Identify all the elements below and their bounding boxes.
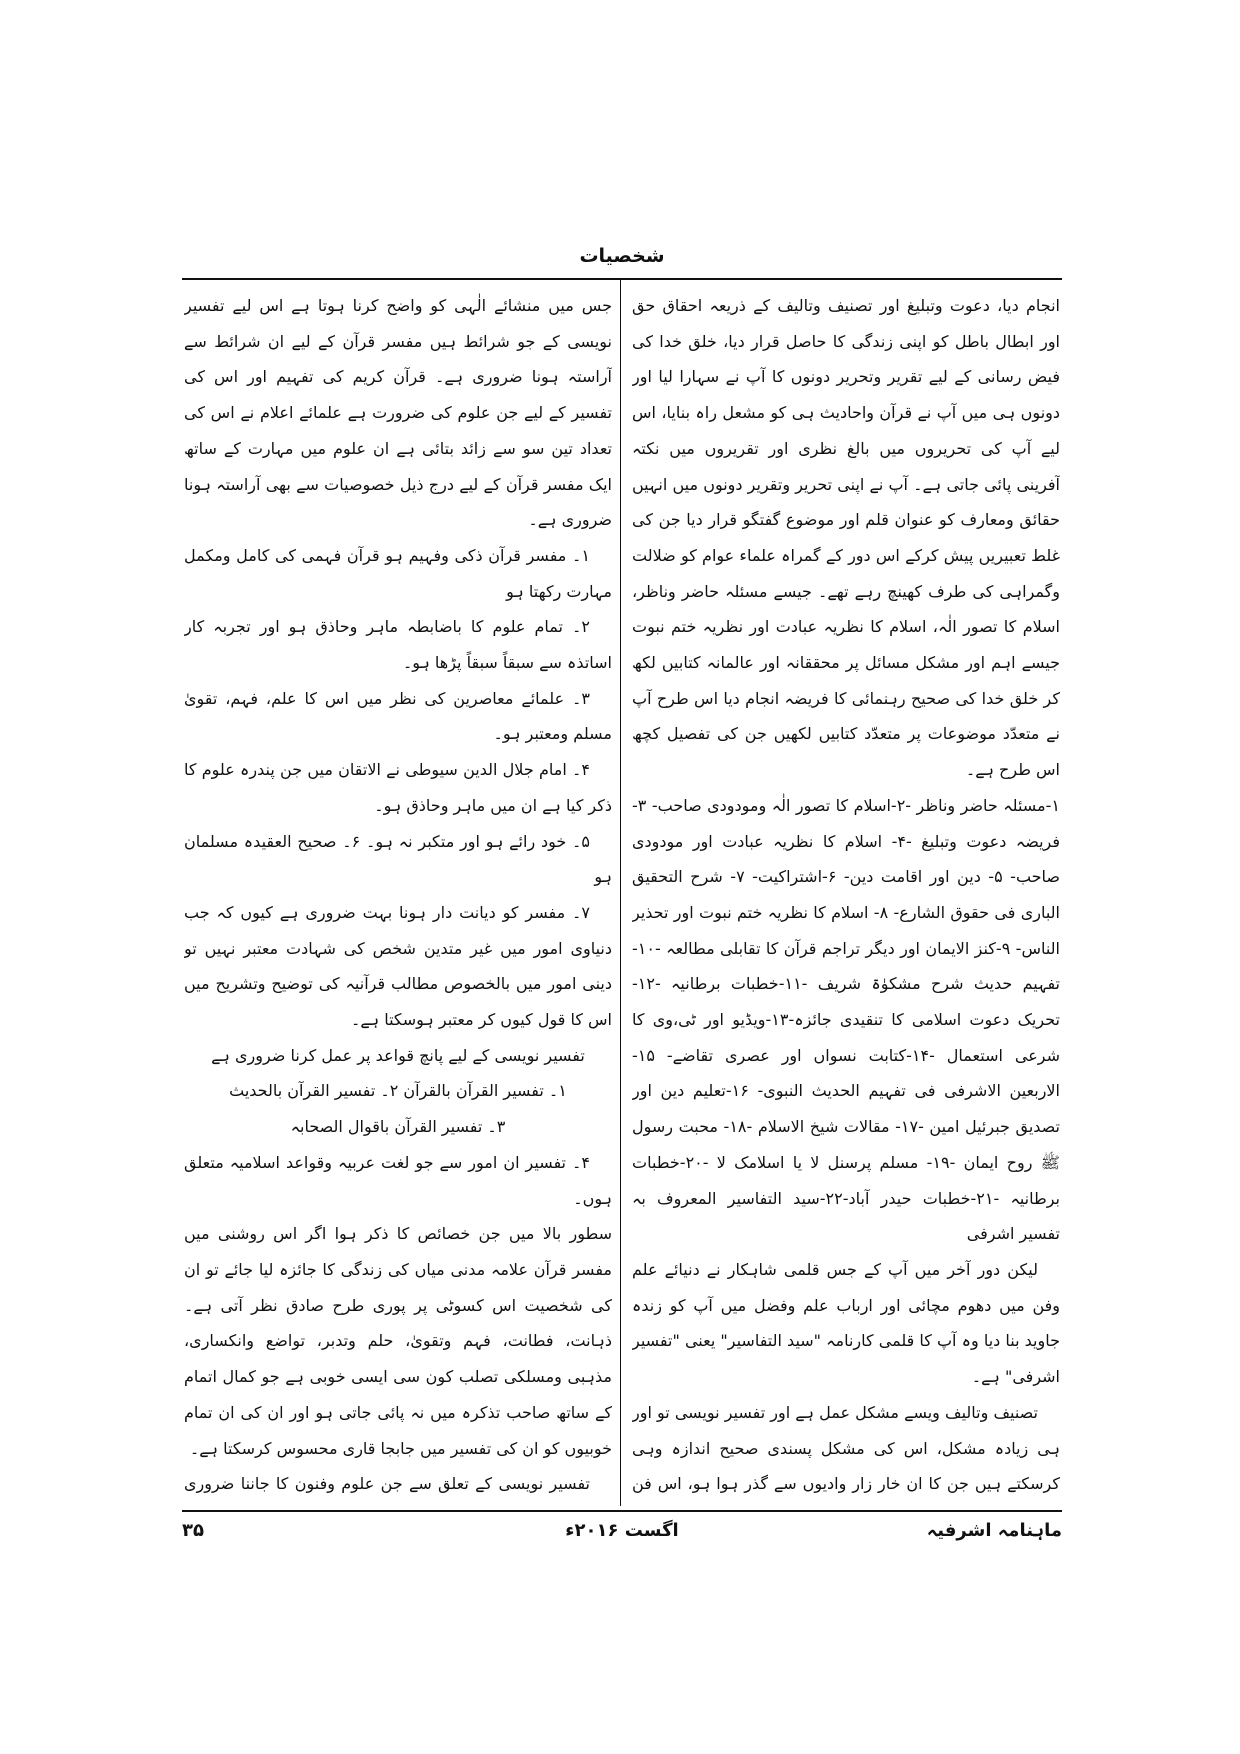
list-item: ۱۔ مفسر قرآن ذکی وفہیم ہو قرآن فہمی کی کامل ومکمل مہارت رکھتا ہو <box>184 545 612 601</box>
page-footer <box>182 1516 1062 1552</box>
paragraph: تصنیف وتالیف ویسے مشکل عمل ہے اور تفسیر نویسی تو اور ہی زیادہ مشکل، اس کی مشکل پسندی صحیح اندازہ وہی کرسکتے ہیں جن کا ان خار زار وادیوں سے گذر ہوا ہو، اس فن <box>632 1402 1060 1494</box>
paragraph: لیکن دور آخر میں آپ کے جس قلمی شاہکار نے دنیائے علم وفن میں دھوم مچائی اور ارباب علم وفضل میں آپ کو زندہ جاوید بنا دیا وہ آپ کا قلمی کارنامہ "سید التفاسیر" یعنی "تفسیر اشرفی" ہے۔ <box>632 1259 1060 1387</box>
paragraph: تفسیر نویسی کے تعلق سے جن علوم وفنون کا جاننا ضروری <box>184 1474 590 1494</box>
column-divider <box>620 280 621 1506</box>
rules-heading: تفسیر نویسی کے لیے پانچ قواعد پر عمل کرنا ضروری ہے <box>211 1045 585 1065</box>
section-title: شخصیات <box>579 245 665 267</box>
header-rule <box>182 278 1062 280</box>
issue-date: اگست ۲۰۱۶ء <box>565 1520 679 1541</box>
paragraph: سطور بالا میں جن خصائص کا ذکر ہوا اگر اس روشنی میں مفسر قرآن علامہ مدنی میاں کی زندگی کا جائزہ لیا جائے تو ان کی شخصیت اس کسوٹی پر پوری طرح صادق نظر آتی ہے۔ ذہانت، فطانت، فہم وتقویٰ، حلم وتدبر، تواضع وانکساری، مذہبی ومسلکی تصلب کون سی ایسی خوبی ہے جو کمال اتمام کے ساتھ صاحب تذکرہ میں نہ پائی جاتی ہو اور ان کی ان تمام خوبیوں کو ان کی تفسیر میں جابجا قاری محسوس کرسکتا ہے۔ <box>184 1224 612 1458</box>
footer-rule <box>182 1510 1062 1512</box>
page-number: ۳۵ <box>182 1520 204 1541</box>
book-list-paragraph: ۱-مسئلہ حاضر وناظر -۲-اسلام کا تصور الٰہ ومودودی صاحب- ۳- فریضہ دعوت وتبلیغ -۴- اسلام کا نظریہ عبادت اور مودودی صاحب- ۵- دین اور اقامت دین- ۶-اشتراکیت- ۷- شرح التحقیق الباری فی حقوق الشارع- ۸- اسلام کا نظریہ ختم نبوت اور تحذیر الناس- ۹-کنز الایمان اور دیگر تراجم قرآن کا تقابلی مطالعہ -۱۰- تفہیم حدیث شرح مشکوٰۃ شریف -۱۱-خطبات برطانیہ -۱۲-تحریک دعوت اسلامی کا تنقیدی جائزہ-۱۳-ویڈیو اور ٹی،وی کا شرعی استعمال -۱۴-کتابت نسواں اور عصری تقاضے- ۱۵- الاربعین الاشرفی فی تفہیم الحدیث النبوی- ۱۶-تعلیم دین اور تصدیق جبرئیل امین -۱۷- مقالات شیخ الاسلام -۱۸- محبت رسول ﷺ روح ایمان -۱۹- مسلم پرسنل لا یا اسلامک لا -۲۰-خطبات برطانیہ -۲۱-خطبات حیدر آباد-۲۲-سید التفاسیر المعروف بہ تفسیر اشرفی <box>632 795 1060 1244</box>
paragraph: انجام دیا، دعوت وتبلیغ اور تصنیف وتالیف کے ذریعہ احقاق حق اور ابطال باطل کو اپنی زندگی کا حاصل قرار دیا، خلق خدا کی فیض رسانی کے لیے تقریر وتحریر دونوں کا آپ نے سہارا لیا اور دونوں ہی میں آپ نے قرآن واحادیث ہی کو مشعل راہ بنایا، اس لیے آپ کی تحریروں میں بالغ نظری اور تقریروں میں نکتہ آفرینی پائی جاتی ہے۔ آپ نے اپنی تحریر وتقریر دونوں میں انہیں حقائق ومعارف کو عنوان قلم اور موضوع گفتگو قرار دیا جن کی غلط تعبیریں پیش کرکے اس دور کے گمراہ علماء عوام کو ضلالت وگمراہی کی طرف کھینچ رہے تھے۔ جیسے مسئلہ حاضر وناظر، اسلام کا تصور الٰہ، اسلام کا نظریہ عبادت اور نظریہ ختم نبوت جیسے اہم اور مشکل مسائل پر محققانہ اور عالمانہ کتابیں لکھ کر خلق خدا کی صحیح رہنمائی کا فریضہ انجام دیا اس طرح آپ نے متعدّد موضوعات پر متعدّد کتابیں لکھیں جن کی تفصیل کچھ اس طرح ہے۔ <box>632 296 1060 780</box>
list-item: ۴۔ امام جلال الدین سیوطی نے الاتقان میں جن پندرہ علوم کا ذکر کیا ہے ان میں ماہر وحاذق ہو۔ <box>184 760 612 815</box>
rule-item: ۱۔ تفسیر القرآن بالقرآن ۲۔ تفسیر القرآن بالحدیث <box>229 1081 567 1101</box>
list-item: ۵۔ خود رائے ہو اور متکبر نہ ہو۔ ۶۔ صحیح العقیدہ مسلمان ہو <box>184 831 612 887</box>
rule-item: ۴۔ تفسیر ان امور سے جو لغت عربیہ وقواعد اسلامیہ متعلق ہوں۔ <box>184 1152 612 1208</box>
paragraph: جس میں منشائے الٰہی کو واضح کرنا ہوتا ہے اس لیے تفسیر نویسی کے جو شرائط ہیں مفسر قرآن کے لیے ان شرائط سے آراستہ ہونا ضروری ہے۔ قرآن کریم کی تفہیم اور اس کی تفسیر کے لیے جن علوم کی ضرورت ہے علمائے اعلام نے اس کی تعداد تین سو سے زائد بتائی ہے ان علوم میں مہارت کے ساتھ ایک مفسر قرآن کے لیے درج ذیل خصوصیات سے بھی آراستہ ہونا ضروری ہے۔ <box>184 296 612 530</box>
list-item: ۲۔ تمام علوم کا باضابطہ ماہر وحاذق ہو اور تجربہ کار اساتذہ سے سبقاً سبقاً پڑھا ہو۔ <box>184 617 612 673</box>
left-column <box>184 288 612 1502</box>
magazine-name: ماہنامہ اشرفیہ <box>926 1520 1062 1541</box>
list-item: ۳۔ علمائے معاصرین کی نظر میں اس کا علم، فہم، تقویٰ مسلم ومعتبر ہو۔ <box>184 688 612 744</box>
list-item: ۷۔ مفسر کو دیانت دار ہونا بہت ضروری ہے کیوں کہ جب دنیاوی امور میں غیر متدین شخص کی شہادت معتبر نہیں تو دینی امور میں بالخصوص مطالب قرآنیہ کی توضیح وتشریح میں اس کا قول کیوں کر معتبر ہوسکتا ہے۔ <box>184 902 612 1030</box>
right-column <box>632 288 1060 1502</box>
rule-item: ۳۔ تفسیر القرآن باقوال الصحابہ <box>290 1117 506 1137</box>
